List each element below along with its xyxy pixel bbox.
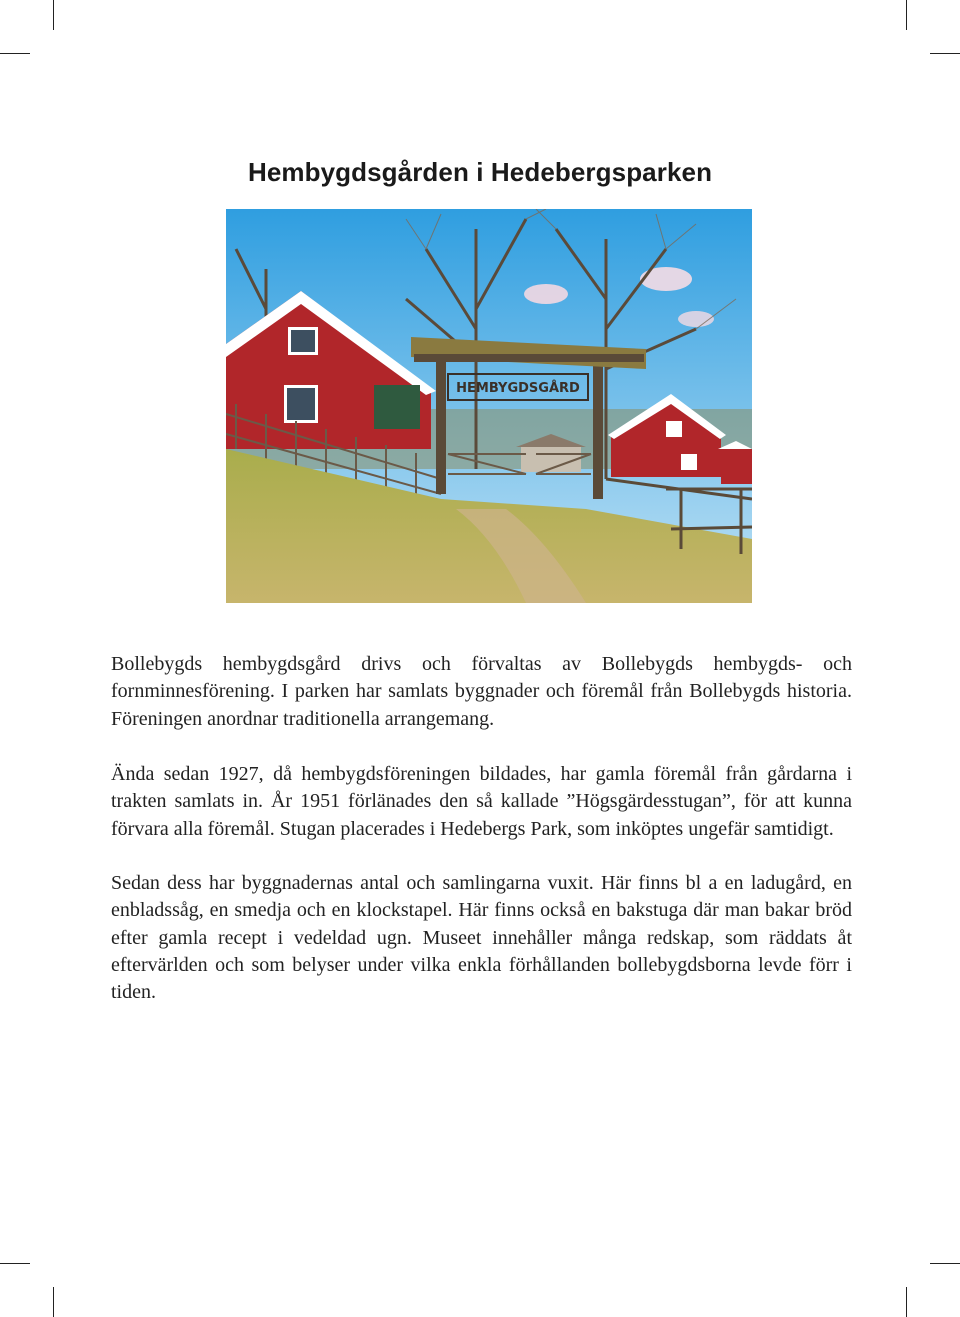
- homestead-photo: [226, 209, 752, 603]
- gate-sign: HEMBYGDSGÅRD: [456, 381, 580, 396]
- crop-mark: [53, 0, 54, 30]
- paragraph-intro: [111, 651, 852, 733]
- crop-mark: [53, 1287, 54, 1317]
- paragraph-text: Sedan dess har byggnadernas antal och samlingarna vuxit. Här finns bl a en ladugård, en enbladssåg, en smedja och en klockstapel. Här finns också en bakstuga där man bakar bröd efter gamla recept i vedeldad ugn. Museet innehåller många redskap, som räddats åt eftervärlden och som belyser under vilka enkla förhållanden bollebygdsborna levde förr i tiden.: [111, 872, 852, 1004]
- crop-mark: [906, 0, 907, 30]
- crop-mark: [0, 53, 30, 54]
- paragraph-text: Ända sedan 1927, då hembygdsföreningen bildades, har gamla föremål från gårdarna i trakten samlats in. År 1951 förlänades den så kallade ”Högsgärdesstugan”, för att kunna förvara alla föremål. Stugan placerades i Hedebergs Park, som inköptes ungefär samtidigt.: [111, 763, 852, 840]
- crop-mark: [930, 1263, 960, 1264]
- page-title: Hembygdsgården i Hedebergsparken: [247, 157, 713, 188]
- paragraph-text: Bollebygds hembygdsgård drivs och förvaltas av Bollebygds hembygds- och fornminnesförening. I parken har samlats byggnader och föremål från Bollebygds historia. Föreningen anordnar traditionella arrangemang.: [111, 653, 852, 730]
- crop-mark: [930, 53, 960, 54]
- crop-mark: [0, 1263, 30, 1264]
- paragraph-history: [111, 761, 852, 843]
- paragraph-collections: [111, 870, 852, 1006]
- crop-mark: [906, 1287, 907, 1317]
